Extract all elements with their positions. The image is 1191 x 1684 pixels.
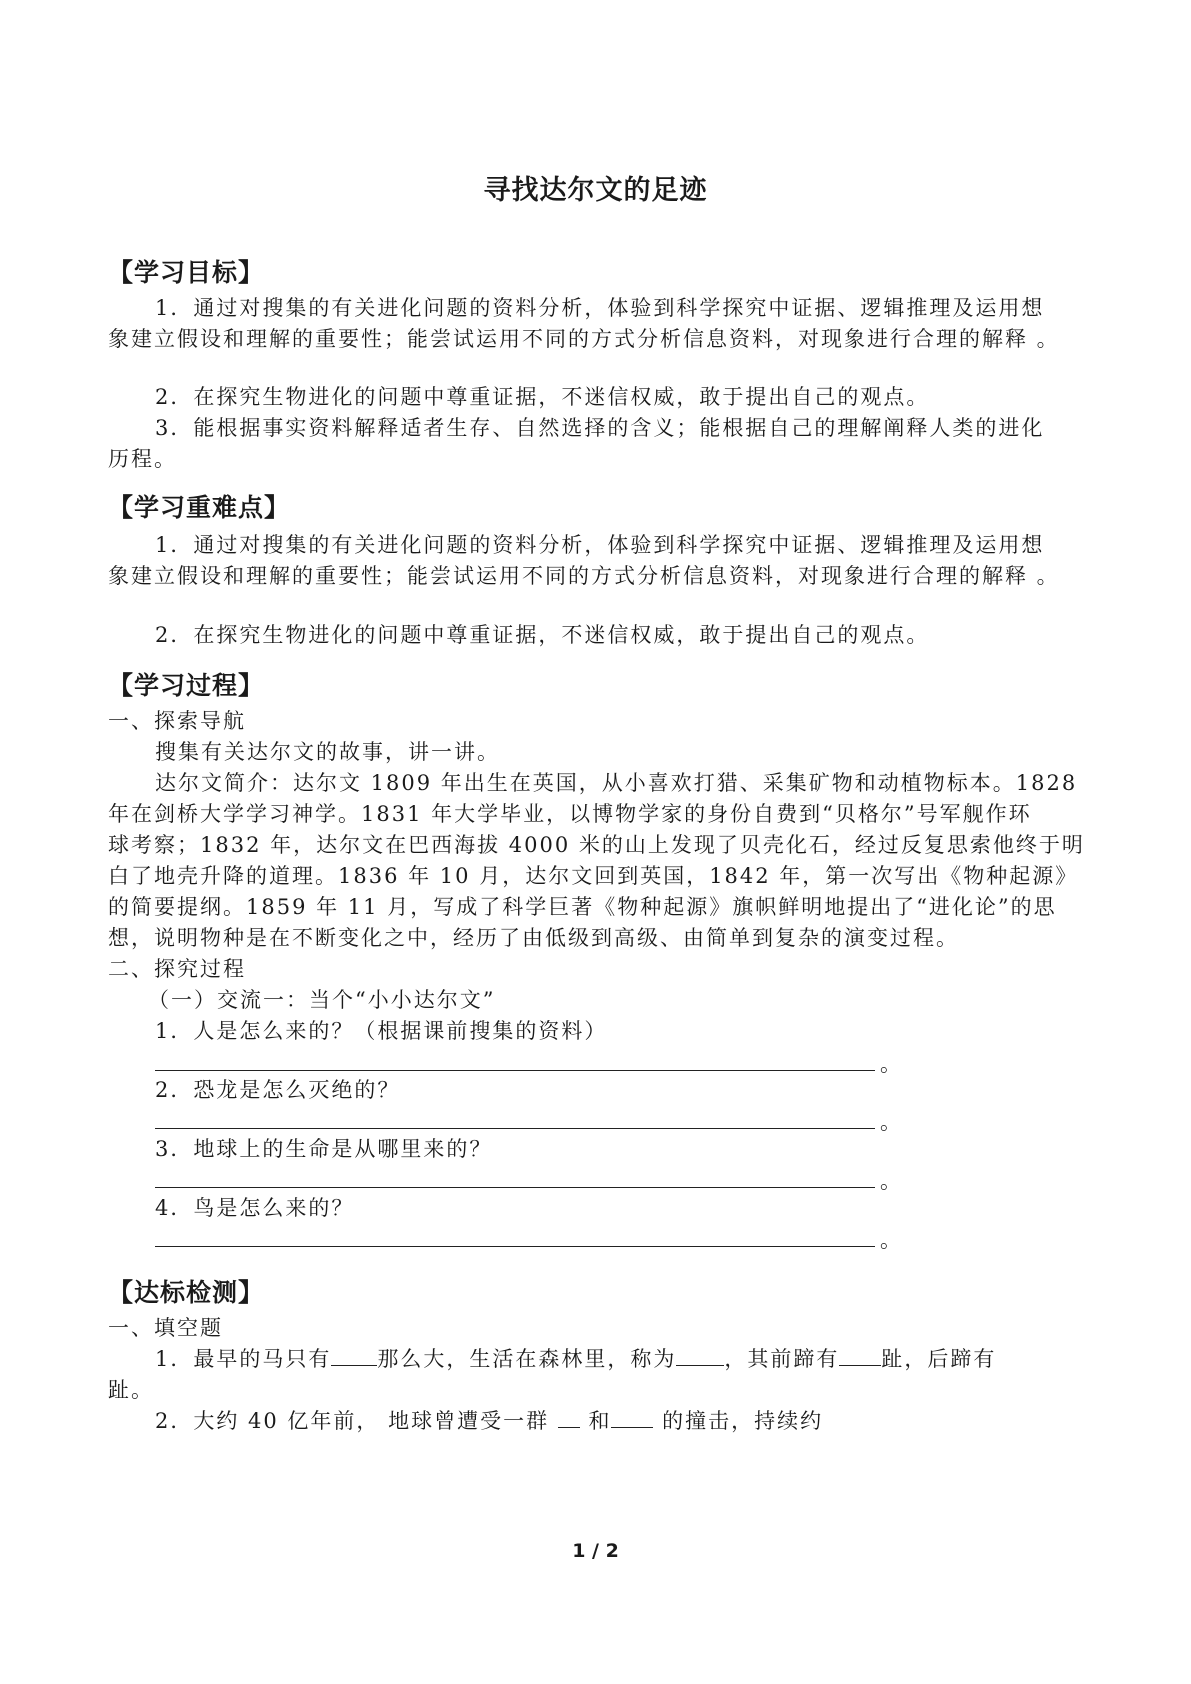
answer-line-2[interactable] [155,1128,875,1129]
fill-1-text-a: 1．最早的马只有 [155,1347,332,1371]
question-3: 3．地球上的生命是从哪里来的？ [155,1137,493,1161]
page-title: 寻找达尔文的足迹 [483,175,708,206]
answer-line-4[interactable] [155,1246,875,1247]
darwin-bio-line-1: 达尔文简介：达尔文 1809 年出生在英国，从小喜欢打猎、采集矿物和动植物标本。1828 [155,771,1078,795]
answer-line-3[interactable] [155,1187,875,1188]
fill-question-1-line-2: 趾。 [108,1378,154,1402]
keypoint-1-line-1: 1．通过对搜集的有关进化问题的资料分析，体验到科学探究中证据、逻辑推理及运用想 [155,533,1045,557]
process-part-1-title: 一、探索导航 [108,709,246,733]
process-part-2-title: 二、探究过程 [108,957,246,981]
goal-1-line-1: 1．通过对搜集的有关进化问题的资料分析，体验到科学探究中证据、逻辑推理及运用想 [155,296,1045,320]
answer-end-3: 。 [880,1169,901,1193]
exchange-title: （一）交流一：当个“小小达尔文” [148,988,496,1012]
darwin-bio-line-3: 球考察；1832 年，达尔文在巴西海拔 4000 米的山上发现了贝壳化石，经过反复思索他终于明 [108,833,1085,857]
fill-2-text-c: 的撞击，持续约 [653,1409,824,1433]
fill-1-blank-size[interactable] [331,1347,377,1366]
question-2: 2．恐龙是怎么灭绝的？ [155,1078,401,1102]
fill-1-text-c: ，其前蹄有 [724,1347,840,1371]
fill-1-text-d: 趾，后蹄有 [881,1347,997,1371]
goal-2: 2．在探究生物进化的问题中尊重证据，不迷信权威，敢于提出自己的观点。 [155,385,930,409]
goal-3-line-1: 3．能根据事实资料解释适者生存、自然选择的含义；能根据自己的理解阐释人类的进化 [155,416,1045,440]
test-part-1-title: 一、填空题 [108,1316,223,1340]
fill-2-text-a: 2．大约 40 亿年前， 地球曾遭受一群 [155,1409,558,1433]
question-1: 1．人是怎么来的？（根据课前搜集的资料） [155,1019,608,1043]
section-heading-test: 【达标检测】 [108,1278,265,1307]
fill-2-text-b: 和 [579,1409,612,1433]
goal-3-line-2: 历程。 [108,447,177,471]
page-number: 1 / 2 [572,1540,619,1562]
darwin-bio-line-6: 想，说明物种是在不断变化之中，经历了由低级到高级、由简单到复杂的演变过程。 [108,926,959,950]
answer-end-2: 。 [880,1110,901,1134]
fill-1-blank-name[interactable] [676,1347,724,1366]
section-heading-keypoints: 【学习重难点】 [108,493,291,522]
answer-end-1: 。 [880,1052,901,1076]
fill-1-text-b: 那么大，生活在森林里，称为 [377,1347,677,1371]
fill-2-blank-1[interactable] [558,1409,580,1428]
answer-line-1[interactable] [155,1070,875,1071]
section-heading-goals: 【学习目标】 [108,258,265,287]
keypoint-2: 2．在探究生物进化的问题中尊重证据，不迷信权威，敢于提出自己的观点。 [155,623,930,647]
darwin-bio-line-5: 的简要提纲。1859 年 11 月，写成了科学巨著《物种起源》旗帜鲜明地提出了“进化论”的思 [108,895,1057,919]
goal-1-line-2: 象建立假设和理解的重要性；能尝试运用不同的方式分析信息资料，对现象进行合理的解释 。 [108,327,1060,351]
darwin-bio-line-4: 白了地壳升降的道理。1836 年 10 月，达尔文回到英国，1842 年，第一次写出《物种起源》 [108,864,1079,888]
section-heading-process: 【学习过程】 [108,671,265,700]
keypoint-1-line-2: 象建立假设和理解的重要性；能尝试运用不同的方式分析信息资料，对现象进行合理的解释 。 [108,564,1060,588]
fill-2-blank-2[interactable] [611,1409,653,1428]
answer-end-4: 。 [880,1228,901,1252]
process-part-1-task: 搜集有关达尔文的故事，讲一讲。 [155,740,500,764]
darwin-bio-line-2: 年在剑桥大学学习神学。1831 年大学毕业，以博物学家的身份自费到“贝格尔”号军舰作环 [108,802,1032,826]
fill-question-2 [155,1406,823,1437]
fill-1-blank-front-toes[interactable] [839,1347,881,1366]
question-4: 4．鸟是怎么来的？ [155,1196,355,1220]
fill-question-1 [155,1344,996,1375]
